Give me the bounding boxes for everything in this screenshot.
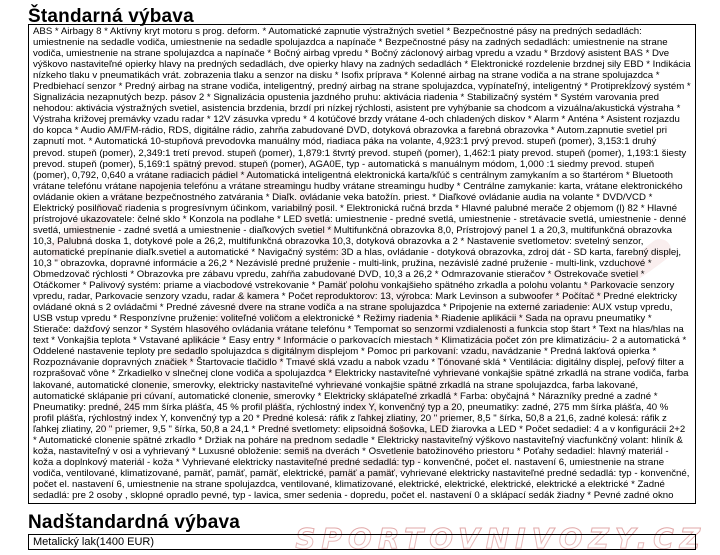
- standard-equipment-text: ABS * Airbagy 8 * Aktívny kryt motoru s prog. deform. * Automatické zapnutie výstražných svetiel * Bezpečnostné pásy na predných sedadlách: umiestnenie na sedadle vodiča, umiestnenie na sedadle spolujazdca a napínače * Bezpečnostné pásy na zadných sedadlách: umiestnenie na strane vodiča, umiestnenie na strane spolujazdca a napínače * Bočný airbag vpredu * Bočný záclonový airbag vpredu a vzadu * Brzdový asistent BAS * Dve výškovo nastaviteľné opierky hlavy na predných sedadlách, dve opierky hlavy na zadných sedadlách * Elektronické rozdelenie brzdnej sily EBD * Indikácia nízkeho tlaku v pneumatikách vrát. zobrazenia tlaku a senzor na disku * Isofix prípravа * Kolenné airbag na strane vodiča a na strane spolujazdca * Predbiehací senzor * Predný airbag na strane vodiča, inteligentný, predný airbag na strane spolujazdca, vypínateľný, inteligentný * Protiprekĺzový systém * Signalizácia nezapnutých bezp. pásov 2 * Signalizácia opustenia jazdného pruhu: aktivácia riadenia * Stabilizačný systém * Systém varovania pred nehodou: aktivácia výstražných svetiel, asistencia brzdenia, brzdí pri nízkej rýchlosti, asistent pre vyhýbanie sa chodcom a vizuálna/akustická výstraha * Výstraha križovej premávky vzadu radar * 12V zásuvka vpredu * 4 kotúčové brzdy vrátane 4-och chladených diskov * Alarm * Anténa * Asistent rozjazdu do kopca * Audio AM/FM-rádio, RDS, digitálne rádio, zahrňa zabudované DVD, dotyková obrazovka a farebná obrazovka * Autom.zapnutie svetiel pri zapnutí mot. * Automatická 10-stupňová prevodovka manuálny mód, riadiaca páka na volante, 4,923:1 prvý prevod. stupeň (pomer), 3,153:1 druhý prevod. stupeň (pomer), 2,349:1 tretí prevod. stupeň (pomer), 1,879:1 štvrtý prevod. stupeň (pomer), 1,462:1 piaty prevod. stupeň (pomer), 1,193:1 šiesty prevod. stupeň (pomer), 5,169:1 spätný prevod. stupeň (pomer), AGA0E, typ - automatická s manuálnym módom, 1,000 :1 siedmy prevod. stupeň (pomer), 0,792, 0,640 a vrátane radiacich pádiel * Automatická inteligentná elektronická karta/kľúč s centrálnym zamykaním a so štartérom * Bluetooth vrátane telefónu vrátane napojenia telefónu a vrátane streamingu hudby vrátane streamingu hudby * Centrálne zamykanie: karta, vrátane elektronického ovládanie okien a vrátane bezpečnostného zatvárania * Diaľk. ovládanie veka batožín. priest. * Diaľkové ovládanie audia na volante * DVD/VCD * Elektrický posilňovač riadenia s progresívnym účinkom, variabilný posil. * Elektronická ručná brzda * Hlavné palubné merače 2 objemom (l) 82 * Hlavné prístrojové ukazovatele: čelné sklo * Konzola na podlahe * LED svetlá: umiestnenie - predné svetlá, umiestnenie - stretávacie svetlá, umiestnenie - denné svetlá, umiestnenie - zadné svetlá a umiestnenie - diaľkových svetiel * Multifunkčná obrazovka 8,0, Prístrojový panel 1 a 20,3, multifunkčná obrazovka 10,3, Palubná doska 1, dotykové pole a 26,2, multifunkčná obrazovka 10,3, dotyková obrazovka a 2 * Nastavenie svetlometov: svetelný senzor, automatické prepínanie diaľk.svetiel a automatické * Navigačný systém: 3D a hlas, ovládanie - dotyková obrazovka, zdroj dát - SD karta, farebný displej, 10,3 " obrazovka, dopravné informácie a 26,2 * Nezávislé predné pruženie - multi-link, pružina, nezávislé zadné pruženie - multi-link, vzduchové * Obmedzovač rýchlosti * Obrazovka pre zábavu vpredu, zahŕňa zabudované DVD, 10,3 a 26,2 * Odmrazovanie stieračov * Ostrekovače svetiel * Otáčkomer * Palivový systém: priame a viacbodové vstrekovanie * Pamäť polohu vonkajšieho spätného zrkadla a polohu volantu * Parkovacie senzory vpredu, radar, Parkovacie senzory vzadu, radar & kamera * Počet reproduktorov: 13, výrobca: Mark Levinson a subwoofer * Počítač * Predné elektricky ovládané okná s 2 ovládačmi * Predné závesné dvere na strane vodiča a na strane spolujazdca * Pripojenie na externé zariadenie: AUX vstup vpredu, USB vstup vpredu * Responzívne pruženie: voliteľné voličom a elektronické * Režimy riadenia * Riadenie aplikácii * Sada na opravu pneumatiky * Stierače: dažďový senzor * Systém hlasového ovládania vrátane telefónu * Tempomat so senzormi vzdialenosti a funkcia stop štart * Text na hlas/hlas na text * Vonkajšia teplota * Vstavané aplikácie * Easy entry * Informácie o parkovacích miestach * Klimatizácia počet zón pre klimatizáciu- 2 a automatická * Oddelené nastavenie teploty pre sedadlo spolujazdca s digitálnym displejom * Pomoc pri parkovaní: vzadu, navádzanie * Predná lakťová opierka * Rozpoznávanie dopravných značiek * Štartovacie tlačidlo * Tmavé sklá vzadu a nabok vzadu * Tónované sklá * Ventilácia: digitálny displej, peľový filter a rozprašovač vône * Zrkadielko v slnečnej clone vodiča a spolujazdca * Elektricky nastaviteľné vyhrievané vonkajšie spätné zrkadlá na strane vodiča, farba lakované, automatické clonenie, smerovky, elektricky nastaviteľné vyhrievané vonkajšie spätné zrkadlá na strane spolujazdca, farba lakované, automatické sklápanie pri cúvaní, automatické clonenie, smerovky * Elektricky sklápateľné zrkadlá * Farba: obyčajná * Nárazníky predné a zadné * Pneumatiky: predné, 245 mm šírka plášťa, 45 % profil plášťa, rýchlostný index Y, konvenčný typ a 20, pneumatiky: zadné, 275 mm šírka plášťa, 40 % profil plášťa, rýchlostný index Y, konvenčný typ a 20 * Predné kolesá: ráfik z ľahkej zliatiny, 20 " priemer, 8,5 " šírka, 50,8 a 21,6, zadné kolesá: ráfik z ľahkej zliatiny, 20 " priemer, 9,5 " šírka, 50,8 a 24,1 * Predné svetlomety: elipsoidná šošovka, LED žiarovka a LED * Počet sedadiel: 4 a v konfigurácii 2+2 * Automatické clonenie spätné zrkadlo * Držiak na poháre na prednom sedadle * Elektricky nastaviteľný výškovo nastaviteľný viacfunkčný volant: hliník & koža, nastaviteľný v osi a vyhrievaný * Luxusné obloženie: semiš na dverách * Osvetlenie batožinového priestoru * Poťahy sedadiel: hlavný materiál - koža a doplnkový materiál - koža * Vyhrievané elektricky nastaviteľné predné sedadlá: typ - konvenčné, počet el. nastavení 6, umiestnenie na strane vodiča, ventilované, klimatizované, pamäť, pamäť, pamäť, elektrické, pamäť a pamäť, vyhrievané elektricky nastaviteľné predné sedadlá: typ - konvenčné, počet el. nastavení 6, umiestnenie na strane spolujazdca, ventilované, klimatizované, elektrické, elektrické, elektrické, elektrické a elektrické * Zadné sedadlá: pre 2 osoby , sklopné opradlo pevné, typ - lavica, smer sedenia - dopredu, počet el. nastavení 0 a sklápací sedák žiadny * Pevné zadné okno: [33, 26, 691, 501]
- extra-equipment-title: Nadštandardná výbava: [28, 512, 241, 533]
- extra-equipment-text: Metalický lak(1400 EUR): [33, 536, 155, 548]
- standard-equipment-box: [28, 24, 696, 504]
- watermark-text: SPORTOVNIVOZY.CZ: [295, 522, 706, 555]
- extra-equipment-box: [28, 534, 696, 550]
- standard-equipment-title: Štandarná výbava: [28, 6, 194, 27]
